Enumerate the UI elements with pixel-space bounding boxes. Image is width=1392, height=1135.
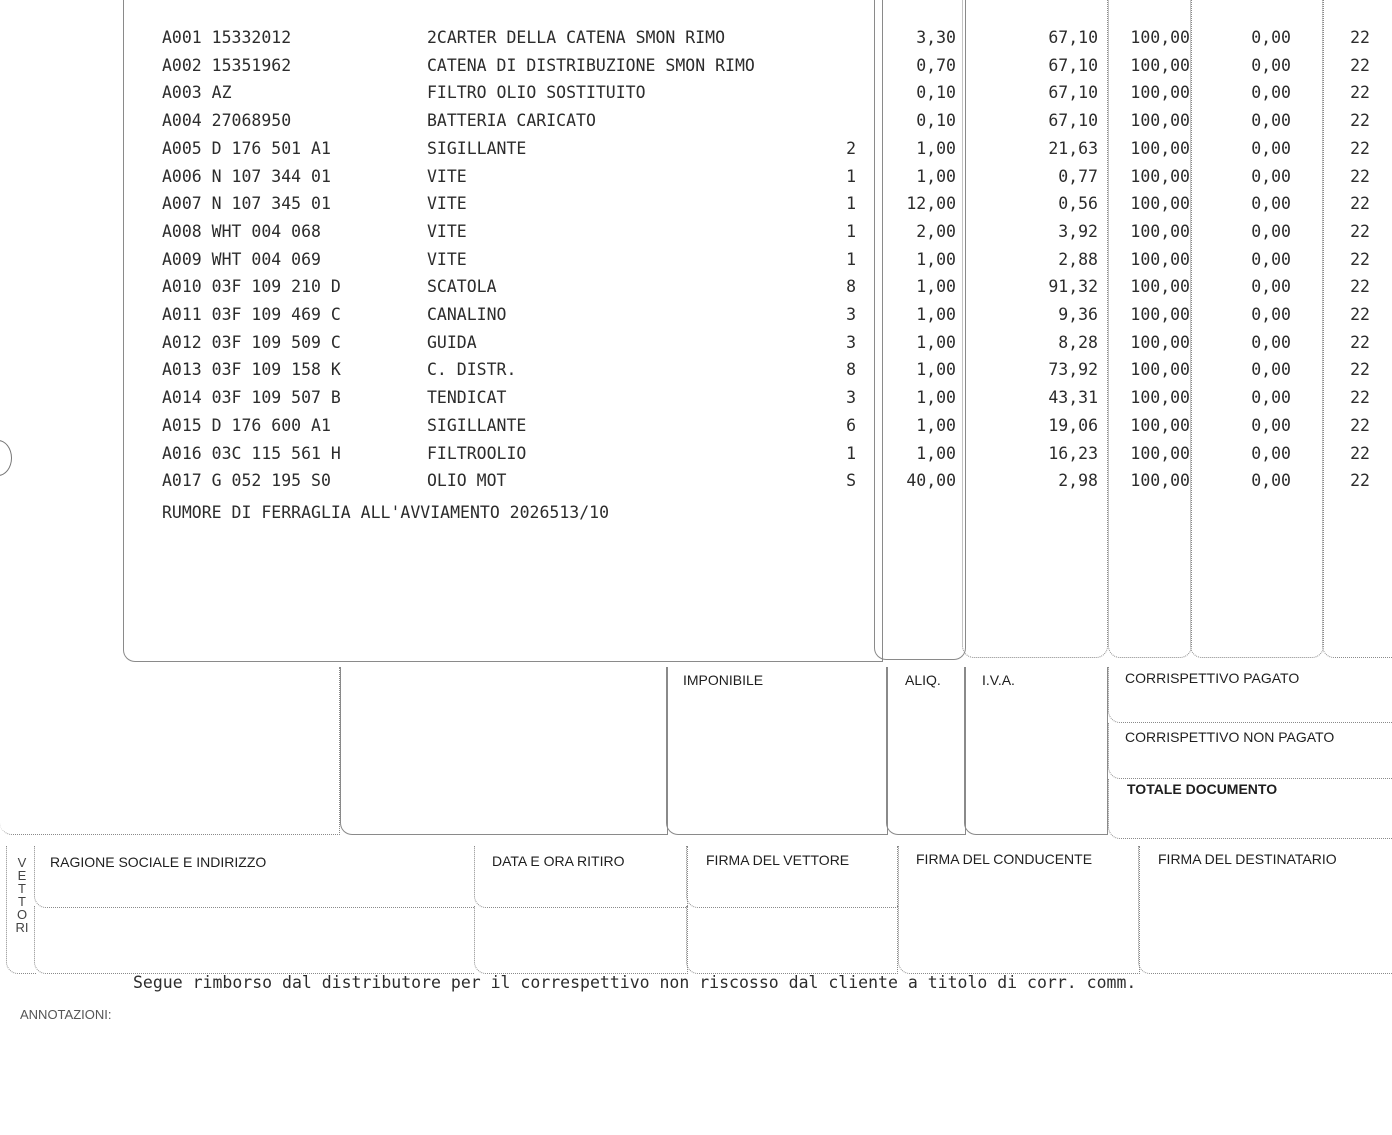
item-percent: 100,00 — [1130, 194, 1190, 214]
item-price: 67,10 — [1048, 83, 1098, 103]
item-vat: 22 — [1350, 111, 1370, 131]
item-vat: 22 — [1350, 443, 1370, 463]
table-row — [0, 28, 1392, 56]
item-code: A017 G 052 195 S0 — [162, 471, 331, 491]
item-description: VITE — [427, 221, 467, 241]
item-qty-code: 1 — [846, 249, 856, 269]
item-description: TENDICAT — [427, 388, 507, 408]
item-code: A015 D 176 600 A1 — [162, 415, 331, 435]
item-discount: 0,00 — [1251, 305, 1291, 324]
item-description: OLIO MOT — [427, 471, 507, 491]
item-price: 67,10 — [1048, 111, 1098, 131]
table-row — [0, 305, 1392, 333]
totale-documento-label: TOTALE DOCUMENTO — [1127, 781, 1278, 797]
table-row — [0, 222, 1392, 250]
item-discount: 0,00 — [1251, 471, 1291, 491]
item-code: A004 27068950 — [162, 111, 292, 131]
item-price: 3,92 — [1058, 221, 1098, 241]
item-code: A005 D 176 501 A1 — [162, 138, 331, 158]
table-row — [0, 139, 1392, 167]
item-percent: 100,00 — [1130, 360, 1190, 380]
item-price: 67,10 — [1048, 55, 1098, 75]
item-vat: 22 — [1350, 194, 1370, 214]
item-price: 67,10 — [1048, 28, 1098, 47]
item-description: VITE — [427, 194, 467, 214]
item-quantity: 1,00 — [916, 415, 956, 435]
item-discount: 0,00 — [1251, 221, 1291, 241]
item-code: A014 03F 109 507 B — [162, 388, 341, 408]
table-row — [0, 56, 1392, 84]
item-qty-code: 2 — [846, 138, 856, 158]
table-row — [0, 444, 1392, 472]
imponibile-label: IMPONIBILE — [683, 672, 764, 688]
item-qty-code: 3 — [846, 332, 856, 352]
item-discount: 0,00 — [1251, 138, 1291, 158]
item-code: A009 WHT 004 069 — [162, 249, 321, 269]
item-code: A008 WHT 004 068 — [162, 221, 321, 241]
table-row — [0, 360, 1392, 388]
note-line: RUMORE DI FERRAGLIA ALL'AVVIAMENTO 2026513/10 — [162, 503, 610, 522]
item-code: A006 N 107 344 01 — [162, 166, 331, 186]
item-price: 21,63 — [1048, 138, 1098, 158]
item-discount: 0,00 — [1251, 28, 1291, 47]
firma-destinatario-label: FIRMA DEL DESTINATARIO — [1158, 851, 1337, 867]
item-percent: 100,00 — [1130, 83, 1190, 103]
corrispettivo-pagato-label: CORRISPETTIVO PAGATO — [1125, 670, 1300, 686]
item-percent: 100,00 — [1130, 471, 1190, 491]
item-quantity: 1,00 — [916, 305, 956, 324]
table-row — [0, 416, 1392, 444]
item-discount: 0,00 — [1251, 360, 1291, 380]
table-row — [0, 83, 1392, 111]
item-price: 2,98 — [1058, 471, 1098, 491]
item-description: CANALINO — [427, 305, 507, 324]
item-discount: 0,00 — [1251, 443, 1291, 463]
item-code: A012 03F 109 509 C — [162, 332, 341, 352]
vettori-vertical-label: VETTORI — [15, 855, 29, 935]
item-quantity: 1,00 — [916, 443, 956, 463]
item-percent: 100,00 — [1130, 332, 1190, 352]
item-qty-code: 8 — [846, 360, 856, 380]
item-percent: 100,00 — [1130, 138, 1190, 158]
item-description: FILTROOLIO — [427, 443, 527, 463]
item-qty-code: 1 — [846, 166, 856, 186]
item-discount: 0,00 — [1251, 83, 1291, 103]
item-code: A001 15332012 — [162, 28, 292, 47]
table-row — [0, 471, 1392, 499]
item-vat: 22 — [1350, 305, 1370, 324]
firma-vettore-label: FIRMA DEL VETTORE — [706, 852, 850, 868]
item-description: C. DISTR. — [427, 360, 517, 380]
table-row — [0, 277, 1392, 305]
annotazioni-label: ANNOTAZIONI: — [20, 1007, 112, 1022]
item-quantity: 1,00 — [916, 249, 956, 269]
item-discount: 0,00 — [1251, 277, 1291, 297]
item-description: VITE — [427, 166, 467, 186]
item-discount: 0,00 — [1251, 55, 1291, 75]
item-description: FILTRO OLIO SOSTITUITO — [427, 83, 646, 103]
item-description: SCATOLA — [427, 277, 497, 297]
item-percent: 100,00 — [1130, 415, 1190, 435]
item-quantity: 3,30 — [916, 28, 956, 47]
item-code: A002 15351962 — [162, 55, 292, 75]
table-row — [0, 388, 1392, 416]
item-price: 2,88 — [1058, 249, 1098, 269]
item-vat: 22 — [1350, 332, 1370, 352]
item-quantity: 0,70 — [916, 55, 956, 75]
item-quantity: 1,00 — [916, 277, 956, 297]
table-row — [0, 250, 1392, 278]
item-quantity: 12,00 — [906, 194, 956, 214]
data-ora-ritiro-label: DATA E ORA RITIRO — [492, 853, 625, 869]
item-price: 16,23 — [1048, 443, 1098, 463]
item-qty-code: S — [846, 471, 856, 491]
item-percent: 100,00 — [1130, 28, 1190, 47]
item-vat: 22 — [1350, 277, 1370, 297]
iva-label: I.V.A. — [982, 672, 1015, 688]
item-price: 19,06 — [1048, 415, 1098, 435]
item-price: 9,36 — [1058, 305, 1098, 324]
item-quantity: 1,00 — [916, 360, 956, 380]
rimborso-note: Segue rimborso dal distributore per il correspettivo non riscosso dal cliente a titolo di corr. comm. — [133, 973, 1137, 992]
aliquota-label: ALIQ. — [905, 672, 941, 688]
item-quantity: 1,00 — [916, 166, 956, 186]
item-quantity: 1,00 — [916, 332, 956, 352]
item-description: 2CARTER DELLA CATENA SMON RIMO — [427, 28, 726, 47]
item-price: 0,56 — [1058, 194, 1098, 214]
item-quantity: 0,10 — [916, 83, 956, 103]
item-percent: 100,00 — [1130, 388, 1190, 408]
item-price: 0,77 — [1058, 166, 1098, 186]
item-vat: 22 — [1350, 138, 1370, 158]
item-quantity: 0,10 — [916, 111, 956, 131]
item-code: A016 03C 115 561 H — [162, 443, 341, 463]
item-vat: 22 — [1350, 415, 1370, 435]
item-quantity: 1,00 — [916, 388, 956, 408]
item-qty-code: 3 — [846, 305, 856, 324]
item-code: A013 03F 109 158 K — [162, 360, 341, 380]
item-description: SIGILLANTE — [427, 415, 527, 435]
ragione-sociale-label: RAGIONE SOCIALE E INDIRIZZO — [50, 854, 267, 870]
item-percent: 100,00 — [1130, 277, 1190, 297]
item-vat: 22 — [1350, 28, 1370, 47]
item-vat: 22 — [1350, 360, 1370, 380]
item-description: SIGILLANTE — [427, 138, 527, 158]
table-row — [0, 194, 1392, 222]
item-discount: 0,00 — [1251, 166, 1291, 186]
item-vat: 22 — [1350, 221, 1370, 241]
item-percent: 100,00 — [1130, 55, 1190, 75]
item-percent: 100,00 — [1130, 443, 1190, 463]
item-qty-code: 1 — [846, 221, 856, 241]
item-percent: 100,00 — [1130, 166, 1190, 186]
item-discount: 0,00 — [1251, 388, 1291, 408]
item-qty-code: 6 — [846, 415, 856, 435]
item-percent: 100,00 — [1130, 221, 1190, 241]
item-qty-code: 3 — [846, 388, 856, 408]
item-vat: 22 — [1350, 166, 1370, 186]
item-percent: 100,00 — [1130, 111, 1190, 131]
item-vat: 22 — [1350, 471, 1370, 491]
item-vat: 22 — [1350, 388, 1370, 408]
item-code: A007 N 107 345 01 — [162, 194, 331, 214]
item-quantity: 40,00 — [906, 471, 956, 491]
corrispettivo-non-pagato-label: CORRISPETTIVO NON PAGATO — [1125, 729, 1335, 745]
item-percent: 100,00 — [1130, 305, 1190, 324]
item-price: 43,31 — [1048, 388, 1098, 408]
item-description: VITE — [427, 249, 467, 269]
item-discount: 0,00 — [1251, 332, 1291, 352]
table-row — [0, 111, 1392, 139]
item-qty-code: 8 — [846, 277, 856, 297]
item-discount: 0,00 — [1251, 415, 1291, 435]
item-discount: 0,00 — [1251, 249, 1291, 269]
firma-conducente-label: FIRMA DEL CONDUCENTE — [916, 851, 1093, 867]
table-row — [0, 333, 1392, 361]
item-vat: 22 — [1350, 83, 1370, 103]
item-price: 91,32 — [1048, 277, 1098, 297]
item-description: GUIDA — [427, 332, 477, 352]
item-code: A011 03F 109 469 C — [162, 305, 341, 324]
item-quantity: 1,00 — [916, 138, 956, 158]
item-quantity: 2,00 — [916, 221, 956, 241]
item-code: A003 AZ — [162, 83, 232, 103]
item-price: 8,28 — [1058, 332, 1098, 352]
item-discount: 0,00 — [1251, 194, 1291, 214]
item-price: 73,92 — [1048, 360, 1098, 380]
item-vat: 22 — [1350, 249, 1370, 269]
item-qty-code: 1 — [846, 194, 856, 214]
item-qty-code: 1 — [846, 443, 856, 463]
item-percent: 100,00 — [1130, 249, 1190, 269]
item-discount: 0,00 — [1251, 111, 1291, 131]
table-row — [0, 167, 1392, 195]
item-description: BATTERIA CARICATO — [427, 111, 596, 131]
item-code: A010 03F 109 210 D — [162, 277, 341, 297]
item-vat: 22 — [1350, 55, 1370, 75]
item-description: CATENA DI DISTRIBUZIONE SMON RIMO — [427, 55, 755, 75]
